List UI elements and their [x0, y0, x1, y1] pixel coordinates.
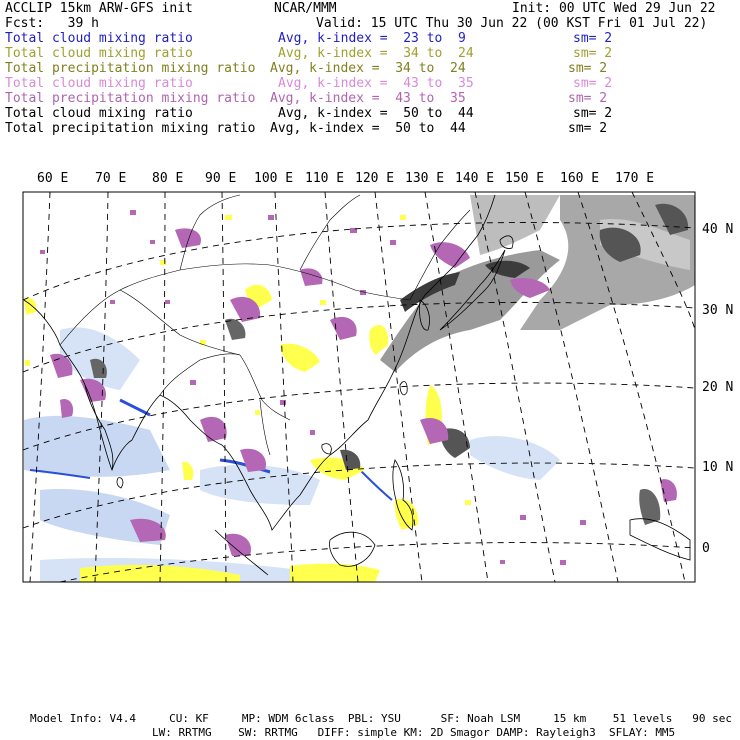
legend-avg: Avg, k-index = 23 to 9	[278, 31, 466, 46]
legend-sm: sm= 2	[573, 46, 613, 61]
lon-label: 110 E	[305, 171, 345, 186]
init-time: Init: 00 UTC Wed 29 Jun 22	[512, 1, 716, 16]
lat-label: 20 N	[702, 380, 734, 395]
legend-field: Total precipitation mixing ratio	[5, 121, 256, 136]
legend-field: Total cloud mixing ratio	[5, 46, 193, 61]
legend-avg: Avg, k-index = 50 to 44	[270, 121, 466, 136]
legend-sm: sm= 2	[568, 91, 608, 106]
legend-avg: Avg, k-index = 43 to 35	[270, 91, 466, 106]
model-info-line1: Model Info: V4.4 CU: KF MP: WDM 6class PBL: YSU SF: Noah LSM 15 km 51 levels 90 sec	[30, 712, 732, 725]
lon-label: 130 E	[405, 171, 445, 186]
lon-label: 60 E	[37, 171, 69, 186]
lat-label: 0	[702, 541, 710, 556]
valid-time: Valid: 15 UTC Thu 30 Jun 22 (00 KST Fri 01 Jul 22)	[316, 16, 708, 31]
legend-field: Total cloud mixing ratio	[5, 106, 193, 121]
legend-sm: sm= 2	[568, 121, 608, 136]
lon-label: 70 E	[95, 171, 127, 186]
lon-label: 140 E	[455, 171, 495, 186]
model-info-line2: LW: RRTMG SW: RRTMG DIFF: simple KM: 2D Smagor DAMP: Rayleigh3 SFLAY: MM5	[152, 726, 676, 739]
forecast-hour: Fcst: 39 h	[5, 16, 99, 31]
legend-sm: sm= 2	[573, 31, 613, 46]
lon-label: 100 E	[254, 171, 294, 186]
lon-label: 90 E	[205, 171, 237, 186]
legend-sm: sm= 2	[573, 76, 613, 91]
legend-field: Total cloud mixing ratio	[5, 76, 193, 91]
org-label: NCAR/MMM	[274, 1, 337, 16]
lat-label: 40 N	[702, 222, 734, 237]
model-title: ACCLIP 15km ARW-GFS init	[5, 1, 193, 16]
legend-field: Total precipitation mixing ratio	[5, 91, 256, 106]
lat-label: 30 N	[702, 303, 734, 318]
legend-sm: sm= 2	[573, 106, 613, 121]
legend-field: Total cloud mixing ratio	[5, 31, 193, 46]
lon-label: 120 E	[355, 171, 395, 186]
lon-label: 160 E	[560, 171, 600, 186]
legend-avg: Avg, k-index = 34 to 24	[278, 46, 474, 61]
lon-label: 170 E	[615, 171, 655, 186]
legend-avg: Avg, k-index = 43 to 35	[278, 76, 474, 91]
legend-sm: sm= 2	[568, 61, 608, 76]
legend-avg: Avg, k-index = 34 to 24	[270, 61, 466, 76]
lon-label: 80 E	[152, 171, 184, 186]
legend-field: Total precipitation mixing ratio	[5, 61, 256, 76]
lon-label: 150 E	[505, 171, 545, 186]
lat-label: 10 N	[702, 460, 734, 475]
legend-avg: Avg, k-index = 50 to 44	[278, 106, 474, 121]
